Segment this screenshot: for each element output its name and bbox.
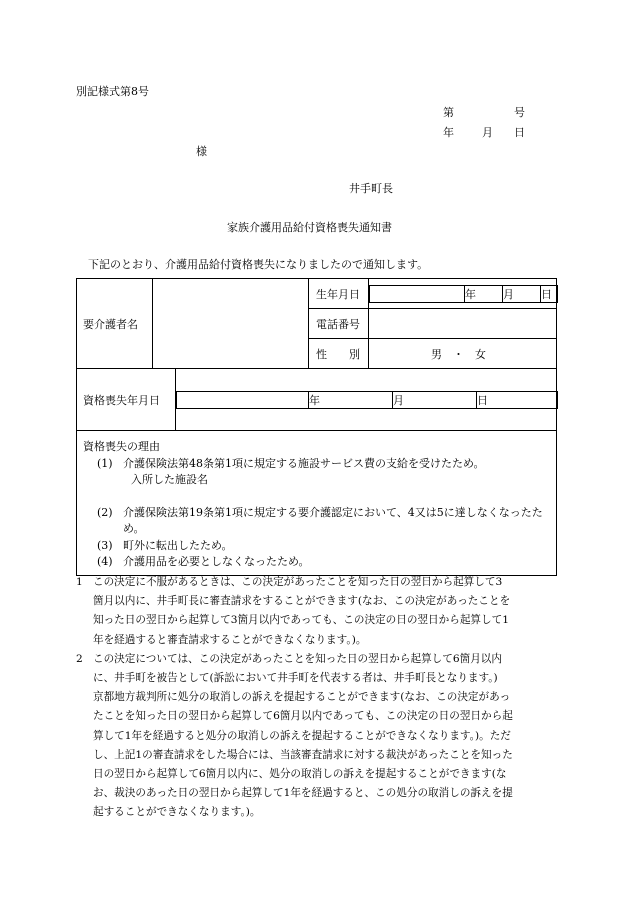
note-item <box>76 650 556 823</box>
note-line: 京都地方裁判所に処分の取消しの訴えを提起することができます(なお、この決定があっ <box>93 691 511 704</box>
reason-text: 町外に転出したため。 <box>123 538 233 552</box>
reason-text: 介護保険法第48条第1項に規定する施設サービス費の支給を受けたため。 <box>123 456 485 470</box>
issuer: 井手町長 <box>349 182 393 195</box>
note-number: 2 <box>76 652 83 665</box>
loss-date-label: 資格喪失年月日 <box>83 393 160 407</box>
birthdate-day-unit: 日 <box>541 287 552 301</box>
birthdate-label-cell <box>309 279 369 309</box>
loss-date-month-unit: 月 <box>393 393 404 407</box>
note-line: お、裁決のあった日の翌日から起算して1年を経過すると、この処分の取消しの訴えを提 <box>93 787 513 800</box>
reason-item[interactable] <box>83 505 550 538</box>
note-line: この決定については、この決定があったことを知った日の翌日から起算して6箇月以内 <box>93 652 502 665</box>
reason-text: 介護保険法第19条第1項に規定する要介護認定において、4又は5に達しなくなったため。 <box>123 505 543 535</box>
birthdate-value-cell[interactable] <box>369 279 557 309</box>
note-line: 日の翌日から起算して6箇月以内に、処分の取消しの訴えを提起することができます(な <box>93 768 507 781</box>
reason-item[interactable] <box>83 554 550 571</box>
reason-number: (4) <box>97 555 113 568</box>
reason-item[interactable] <box>83 456 550 473</box>
note-line: たことを知った日の翌日から起算して6箇月以内であっても、この決定の日の翌日から起 <box>93 710 513 723</box>
loss-date-units <box>176 391 558 409</box>
date-month: 月 <box>482 126 493 139</box>
note-line: この決定に不服があるときは、この決定があったことを知った日の翌日から起算して3 <box>93 576 503 588</box>
phone-label: 電話番号 <box>316 317 360 331</box>
form-id: 別記様式第8号 <box>76 85 149 98</box>
document-title: 家族介護用品給付資格喪失通知書 <box>227 221 392 234</box>
birthdate-label: 生年月日 <box>316 287 360 301</box>
person-label: 要介護者名 <box>83 317 138 331</box>
form-table <box>76 278 557 576</box>
birthdate-units <box>369 285 558 303</box>
note-line: 箇月以内に、井手町長に審査請求をすることができます(なお、この決定があったことを <box>93 595 511 608</box>
loss-date-year-unit: 年 <box>309 393 320 407</box>
birthdate-month-unit: 月 <box>503 287 514 301</box>
gender-options[interactable]: 男 ・ 女 <box>431 347 486 361</box>
person-name-cell[interactable] <box>153 279 309 369</box>
facility-name-label: 入所した施設名 <box>131 473 208 486</box>
gender-label-cell <box>309 339 369 369</box>
doc-number-suffix: 号 <box>514 106 525 119</box>
loss-date-day-unit: 日 <box>477 393 488 407</box>
note-number: 1 <box>76 576 83 588</box>
phone-value-cell[interactable] <box>369 309 557 339</box>
date-day: 日 <box>514 126 525 139</box>
phone-label-cell <box>309 309 369 339</box>
doc-number-prefix: 第 <box>443 106 454 119</box>
reason-number: (2) <box>97 505 113 519</box>
reason-text: 介護用品を必要としなくなったため。 <box>123 555 310 568</box>
person-label-cell <box>77 279 153 369</box>
note-item <box>76 573 556 650</box>
note-line: 知った日の翌日から起算して3箇月以内であっても、この決定の日の翌日から起算して1 <box>93 614 509 627</box>
loss-date-label-cell <box>77 369 176 431</box>
birthdate-year-unit: 年 <box>465 287 476 301</box>
reason-number: (3) <box>97 538 113 552</box>
loss-date-value-cell[interactable] <box>176 369 557 431</box>
gender-label: 性 別 <box>316 347 360 361</box>
note-line: に、井手町を被告として(訴訟において井手町を代表する者は、井手町長となります。) <box>93 672 498 685</box>
note-line: し、上記1の審査請求をした場合には、当該審査請求に対する裁決があったことを知った <box>93 748 513 761</box>
reason-item[interactable] <box>83 538 550 555</box>
recipient-suffix: 様 <box>196 145 207 158</box>
notes <box>76 573 556 823</box>
note-line: 起することができなくなります。)。 <box>93 806 261 819</box>
intro-text: 下記のとおり、介護用品給付資格喪失になりましたので通知します。 <box>88 258 429 271</box>
note-line: 算して1年を経過すると処分の取消しの訴えを提起することができなくなります。)。ただ <box>93 729 511 742</box>
reason-number: (1) <box>97 456 113 470</box>
date-year: 年 <box>443 126 454 139</box>
note-line: 年を経過すると審査請求することができなくなります。)。 <box>93 633 367 646</box>
reason-title: 資格喪失の理由 <box>83 440 160 453</box>
reason-cell <box>77 431 557 576</box>
gender-value-cell[interactable] <box>369 339 557 369</box>
